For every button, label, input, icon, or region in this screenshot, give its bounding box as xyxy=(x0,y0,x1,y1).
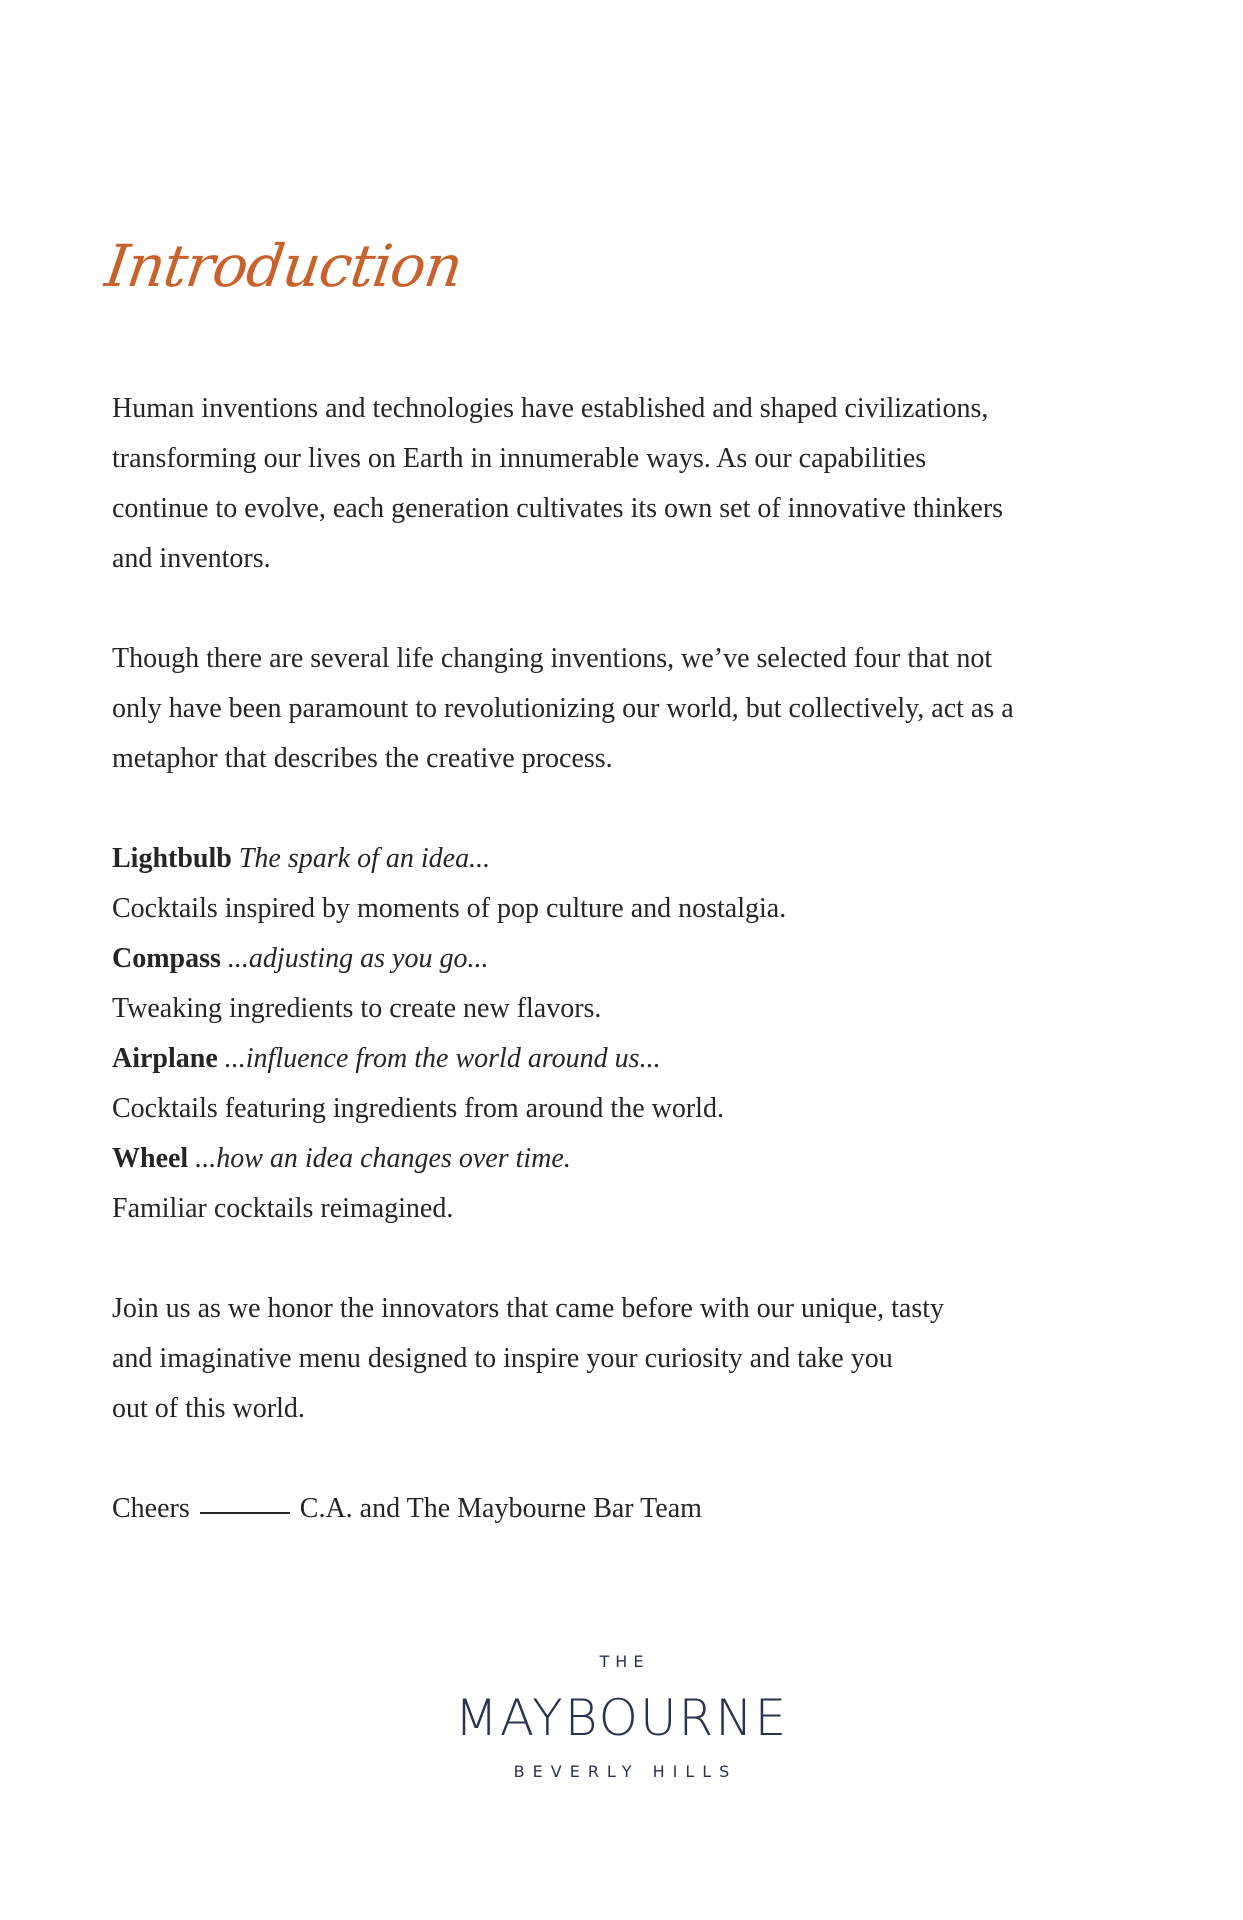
intro-body xyxy=(112,384,1152,1534)
signature-rule xyxy=(200,1512,290,1514)
category-heading-airplane xyxy=(112,1034,1152,1084)
maybourne-logo xyxy=(0,1652,1243,1782)
category-name: Wheel xyxy=(112,1143,189,1174)
paragraph-line: Join us as we honor the innovators that came before with our unique, tasty xyxy=(112,1293,945,1324)
category-description: Familiar cocktails reimagined. xyxy=(112,1193,454,1224)
category-heading-compass xyxy=(112,934,1152,984)
category-tagline: ...how an idea changes over time. xyxy=(195,1143,571,1174)
closing-paragraph xyxy=(112,1284,1152,1434)
paragraph-line: metaphor that describes the creative process. xyxy=(112,743,613,774)
paragraph-line: and imaginative menu designed to inspire your curiosity and take you xyxy=(112,1343,893,1374)
signoff xyxy=(112,1484,1152,1534)
logo-the: THE xyxy=(599,1652,650,1671)
category-description: Cocktails featuring ingredients from around the world. xyxy=(112,1093,724,1124)
cheers-text: Cheers xyxy=(112,1493,190,1524)
paragraph-line: transforming our lives on Earth in innumerable ways. As our capabilities xyxy=(112,443,927,474)
paragraph-line: Though there are several life changing inventions, we’ve selected four that not xyxy=(112,643,993,674)
category-heading-wheel xyxy=(112,1134,1152,1184)
category-description: Cocktails inspired by moments of pop culture and nostalgia. xyxy=(112,893,787,924)
paragraph-line: continue to evolve, each generation cultivates its own set of innovative thinkers xyxy=(112,493,1004,524)
category-name: Compass xyxy=(112,943,221,974)
intro-paragraph-1 xyxy=(112,384,1152,584)
category-list xyxy=(112,834,1152,1234)
category-name: Airplane xyxy=(112,1043,218,1074)
paragraph-line: and inventors. xyxy=(112,543,271,574)
logo-name: MAYBOURNE xyxy=(454,1689,789,1747)
category-description: Tweaking ingredients to create new flavors. xyxy=(112,993,602,1024)
category-tagline: ...adjusting as you go... xyxy=(227,943,489,974)
paragraph-line: Human inventions and technologies have established and shaped civilizations, xyxy=(112,393,989,424)
category-tagline: ...influence from the world around us... xyxy=(224,1043,661,1074)
intro-paragraph-2 xyxy=(112,634,1152,784)
category-heading-lightbulb xyxy=(112,834,1152,884)
paragraph-line: out of this world. xyxy=(112,1393,305,1424)
page-title: Introduction xyxy=(101,232,467,300)
paragraph-line: only have been paramount to revolutionizing our world, but collectively, act as a xyxy=(112,693,1014,724)
category-name: Lightbulb xyxy=(112,843,232,874)
category-tagline: The spark of an idea... xyxy=(238,843,491,874)
logo-location: BEVERLY HILLS xyxy=(513,1762,738,1781)
signature-text: C.A. and The Maybourne Bar Team xyxy=(299,1493,702,1524)
